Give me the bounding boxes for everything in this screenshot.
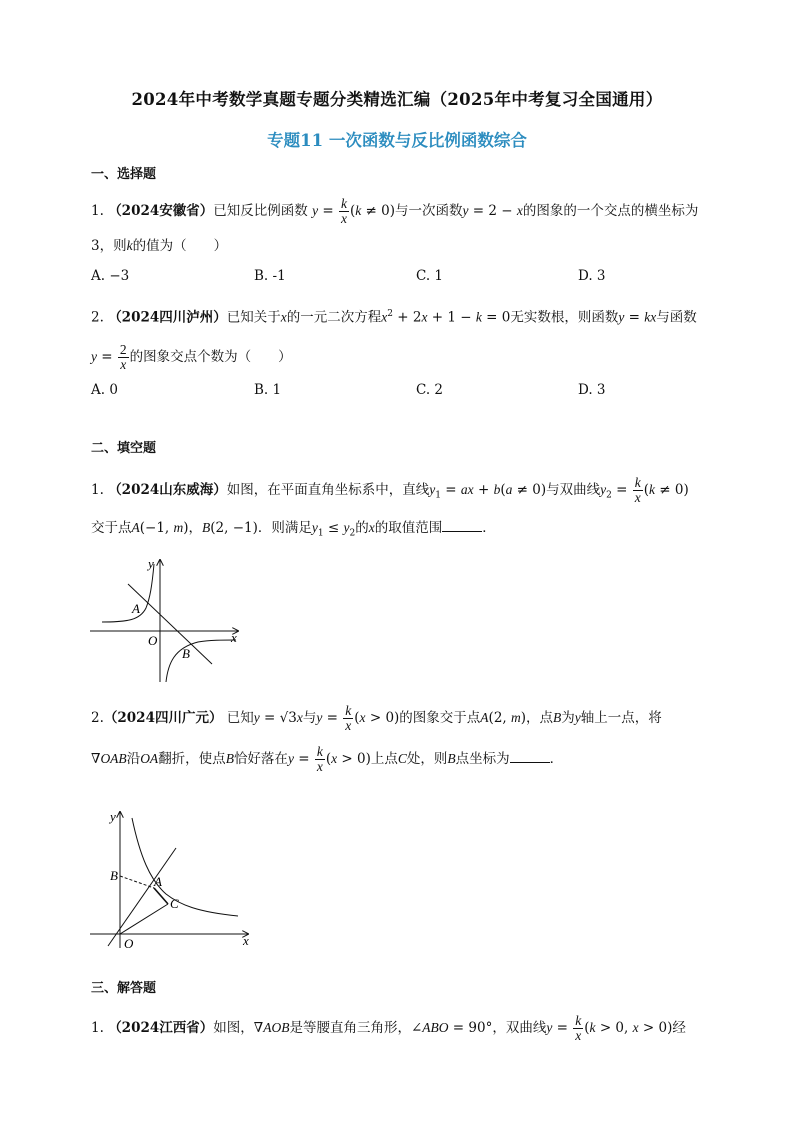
answer-blank	[510, 750, 550, 763]
question-number: 1.	[91, 482, 104, 498]
document-title: 2024年中考数学真题专题分类精选汇编（2025年中考复习全国通用）	[131, 90, 663, 109]
fill-question-2: 2.（2024四川广元） 已知y = √3x与y = $\frac{k}{x}$ (x > 0)的图象交于点A(2, m)，点B为y轴上一点，将	[91, 703, 662, 733]
hyperbola-branch-lower	[166, 640, 236, 682]
option-b: B. -1	[254, 268, 286, 284]
segment-ac	[154, 888, 168, 904]
question-source: （2024四川泸州）	[108, 309, 227, 326]
hyperbola-curve	[132, 818, 238, 916]
line-oa	[108, 848, 176, 946]
option-b: B. 1	[254, 382, 282, 398]
topic-subtitle: 专题11 一次函数与反比例函数综合	[267, 131, 527, 150]
question-source: （2024江西省）	[108, 1020, 214, 1036]
fill-question-1-cont: 交于点A(−1, m)，B(2, −1)．则满足$y_1 \le y_2$的x的取值范围 ．	[91, 520, 496, 539]
answer-question-1: 1. （2024江西省）如图，∇AOB是等腰直角三角形，∠ABO = 90°，双曲线y = $\frac{k}{x}$ (k > 0, x > 0)经	[91, 1013, 686, 1043]
option-d: D. 3	[578, 382, 606, 398]
choice-question-1: 1. （2024安徽省）已知反比例函数 y = $\frac{k}{x}$ (k ≠ 0)与一次函数y = 2 − x的图象的一个交点的横坐标为	[91, 196, 699, 226]
option-c: C. 1	[416, 268, 444, 284]
x-axis-label: x	[243, 933, 249, 948]
question-source: （2024山东威海）	[108, 482, 227, 498]
point-c-label: C	[170, 896, 179, 911]
section-heading-fill: 二、填空题	[91, 441, 157, 456]
fill-question-2-cont: ∇OAB沿OA翻折，使点B恰好落在y = $\frac{k}{x}$ (x > 0)上点C处，则B点坐标为 ．	[91, 744, 564, 774]
choice-question-2: 2. （2024四川泸州）已知关于x的一元二次方程$x^2 + 2x + 1 - k = 0$无实数根，则函数y = kx与函数	[91, 309, 697, 326]
x-axis-label: x	[231, 630, 237, 645]
fill-question-1: 1. （2024山东威海）如图，在平面直角坐标系中，直线$y_1$ = ax + b(a ≠ 0)与双曲线$y_2$ = $\frac{k}{x}$ (k ≠ 0)	[91, 475, 689, 505]
choice-question-1-cont: 3，则k的值为（ ）	[91, 238, 228, 254]
question-source: （2024安徽省）	[108, 203, 214, 219]
question-number: 1.	[91, 1020, 104, 1036]
y-axis-label: y	[110, 809, 116, 824]
hyperbola-line-figure-1	[88, 556, 248, 686]
option-d: D. 3	[578, 268, 606, 284]
choice-question-2-cont: y = $\frac{2}{x}$ 的图象交点个数为（ ）	[91, 342, 292, 372]
section-heading-answer: 三、解答题	[91, 981, 157, 996]
point-a-label: A	[154, 874, 162, 889]
option-a: A. 0	[91, 382, 118, 398]
point-b-label: B	[182, 646, 190, 661]
question-number: 2.	[91, 309, 104, 326]
point-b-label: B	[110, 868, 118, 883]
section-heading-choice: 一、选择题	[91, 167, 157, 182]
question-number: 2.	[91, 710, 104, 726]
origin-label: O	[124, 936, 134, 951]
fold-triangle-figure-2	[88, 808, 254, 952]
option-c: C. 2	[416, 382, 444, 398]
point-a-label: A	[132, 601, 140, 616]
question-source: （2024四川广元）	[103, 710, 223, 726]
segment-ba	[120, 876, 154, 888]
line-y1	[128, 584, 212, 664]
option-a: A. −3	[91, 268, 130, 284]
question-number: 1.	[91, 203, 104, 219]
origin-label: O	[148, 633, 158, 648]
y-axis-label: y	[148, 556, 154, 571]
answer-blank	[442, 519, 482, 532]
hyperbola-branch-upper	[102, 564, 154, 622]
